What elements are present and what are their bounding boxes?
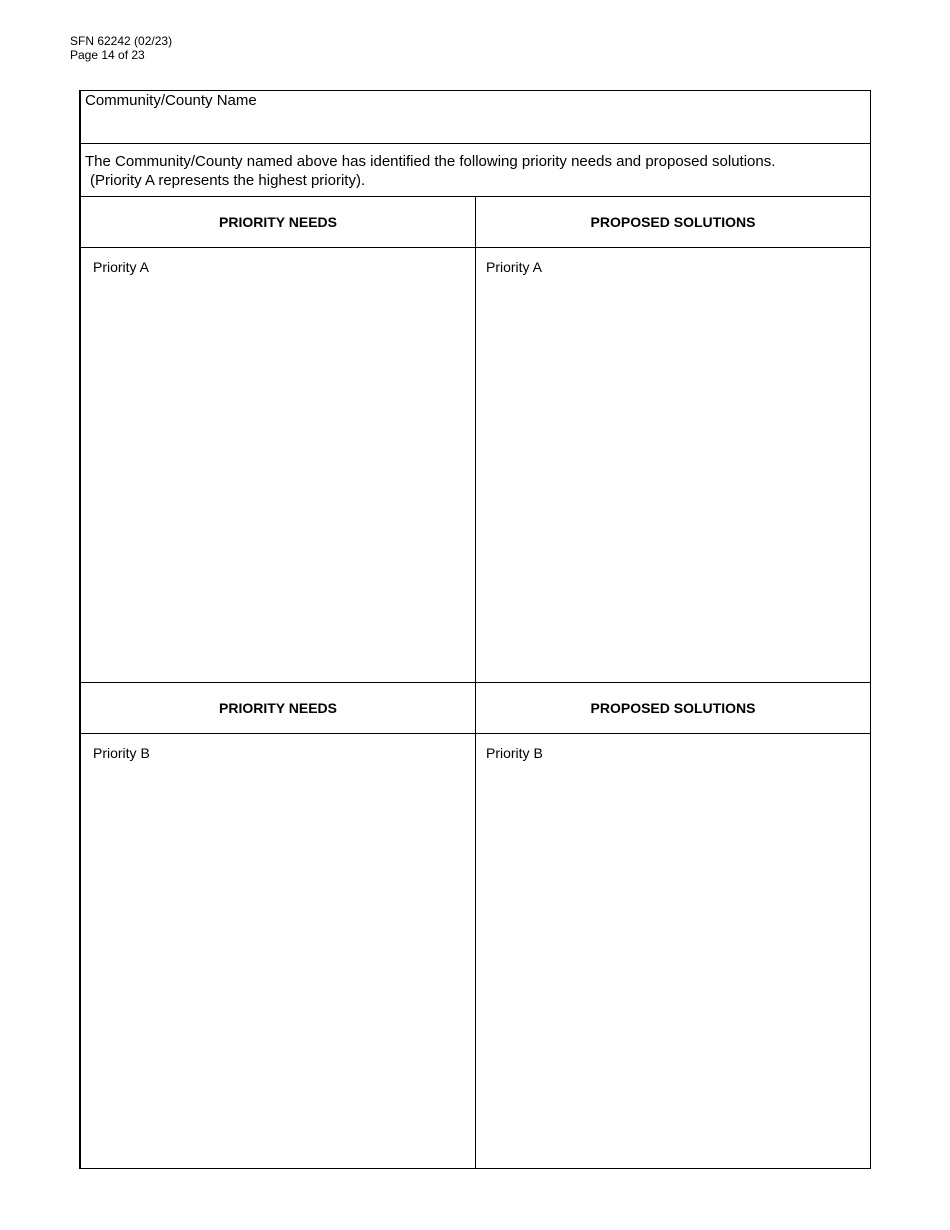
priority-needs-header-a: PRIORITY NEEDS	[81, 197, 476, 248]
priority-b-solutions-field[interactable]	[476, 734, 870, 1168]
statement-line-2: (Priority A represents the highest priority).	[90, 172, 366, 189]
form-header	[70, 34, 172, 62]
priority-needs-header-b: PRIORITY NEEDS	[81, 683, 476, 734]
proposed-solutions-header-a: PROPOSED SOLUTIONS	[476, 197, 870, 248]
community-name-field[interactable]	[81, 91, 870, 144]
priority-a-needs-label: Priority A	[93, 259, 150, 275]
page-number: Page 14 of 23	[70, 48, 145, 62]
proposed-solutions-header-b: PROPOSED SOLUTIONS	[476, 683, 870, 734]
priority-a-needs-field[interactable]	[81, 248, 476, 683]
priority-b-needs-field[interactable]	[81, 734, 476, 1168]
priority-a-solutions-label: Priority A	[486, 259, 543, 275]
statement-line-1: The Community/County named above has identified the following priority needs and proposed solutions.	[85, 153, 776, 170]
priority-a-solutions-field[interactable]	[476, 248, 870, 683]
statement-row	[81, 144, 870, 197]
priority-b-solutions-label: Priority B	[486, 745, 543, 761]
priority-b-needs-label: Priority B	[93, 745, 150, 761]
statement-text	[85, 152, 775, 190]
priority-form-table	[79, 90, 871, 1169]
form-number: SFN 62242 (02/23)	[70, 34, 173, 48]
community-name-label: Community/County Name	[85, 92, 257, 109]
